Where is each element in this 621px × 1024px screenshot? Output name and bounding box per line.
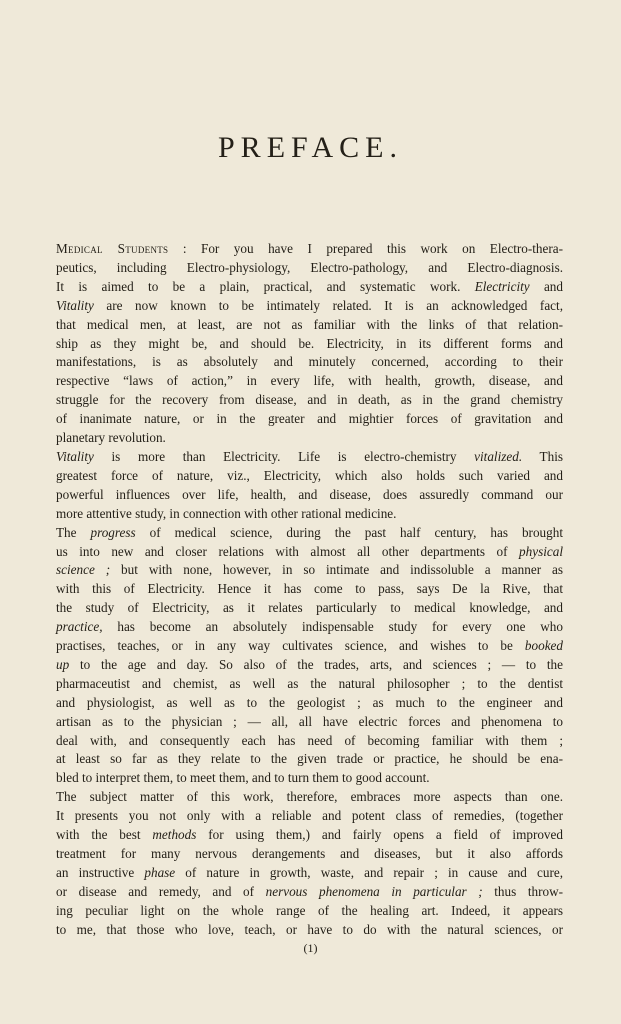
text-line: Vitality is more than Electricity. Life is electro-chemistry vitalized. This bbox=[56, 448, 563, 464]
text-line: greatest force of nature, viz., Electricity, which also holds such varied and bbox=[56, 467, 563, 483]
text-line: The subject matter of this work, therefore, embraces more aspects than one. bbox=[56, 789, 563, 805]
text-line: It presents you not only with a reliable and potent class of remedies, (together bbox=[56, 808, 563, 824]
text-line: struggle for the recovery from disease, and in death, as in the grand chemistry bbox=[56, 392, 563, 408]
text-line: with this of Electricity. Hence it has come to pass, says De la Rive, that bbox=[56, 581, 563, 597]
text-line: the study of Electricity, as it relates particularly to medical knowledge, and bbox=[56, 600, 563, 616]
text-line: powerful influences over life, health, and disease, does assuredly command our bbox=[56, 486, 563, 502]
text-line: more attentive study, in connection with other rational medicine. bbox=[56, 505, 397, 521]
text-line: an instructive phase of nature in growth, waste, and repair ; in cause and cure, bbox=[56, 864, 563, 880]
text-line: peutics, including Electro-physiology, Electro-pathology, and Electro-diagnosis. bbox=[56, 259, 563, 275]
text-line: to me, that those who love, teach, or have to do with the natural sciences, or bbox=[56, 921, 563, 937]
page-title: PREFACE. bbox=[218, 131, 403, 164]
text-line: at least so far as they relate to the given trade or practice, he should be ena- bbox=[56, 751, 563, 767]
text-line: treatment for many nervous derangements and diseases, but it also affords bbox=[56, 846, 563, 861]
text-line: with the best methods for using them,) and fairly opens a field of improved bbox=[56, 827, 563, 843]
text-line: practises, teaches, or in any way cultivates science, and wishes to be booked bbox=[56, 638, 563, 654]
text-line: bled to interpret them, to meet them, and to turn them to good account. bbox=[56, 770, 430, 786]
text-line: that medical men, at least, are not as familiar with the links of that relation- bbox=[56, 316, 563, 332]
text-line: Medical Students : For you have I prepared this work on Electro-thera- bbox=[56, 241, 563, 256]
text-line: It is aimed to be a plain, practical, and systematic work. Electricity and bbox=[56, 278, 563, 294]
text-line: practice, has become an absolutely indispensable study for every one who bbox=[56, 619, 563, 635]
text-line: manifestations, is as absolutely and minutely concerned, according to their bbox=[56, 354, 563, 370]
text-line: artisan as to the physician ; — all, all have electric forces and phenomena to bbox=[56, 713, 563, 729]
text-line: up to the age and day. So also of the trades, arts, and sciences ; — to the bbox=[56, 656, 563, 672]
text-line: respective “laws of action,” in every life, with health, growth, disease, and bbox=[56, 373, 563, 389]
text-line: or disease and remedy, and of nervous phenomena in particular ; thus throw- bbox=[56, 883, 563, 899]
text-line: of inanimate nature, or in the greater and mightier forces of gravitation and bbox=[56, 411, 563, 427]
preface-body bbox=[56, 240, 563, 940]
text-line: Vitality are now known to be intimately related. It is an acknowledged fact, bbox=[56, 297, 563, 313]
text-line: ing peculiar light on the whole range of the healing art. Indeed, it appears bbox=[56, 902, 563, 918]
text-line: and physiologist, as well as to the geologist ; as much to the engineer and bbox=[56, 694, 563, 710]
text-line: us into new and closer relations with almost all other departments of physical bbox=[56, 543, 563, 559]
text-line: science ; but with none, however, in so intimate and indissoluble a manner as bbox=[56, 562, 563, 578]
lead-in: Medical Students bbox=[56, 241, 169, 256]
text-line: The progress of medical science, during the past half century, has brought bbox=[56, 524, 563, 540]
text-line: pharmaceutist and chemist, as well as the natural philosopher ; to the dentist bbox=[56, 675, 563, 691]
text-line: planetary revolution. bbox=[56, 430, 166, 446]
page-number: (1) bbox=[303, 941, 318, 955]
text-line: deal with, and consequently each has need of becoming familiar with them ; bbox=[56, 732, 563, 748]
text-line: ship as they might be, and should be. Electricity, in its different forms and bbox=[56, 335, 563, 351]
